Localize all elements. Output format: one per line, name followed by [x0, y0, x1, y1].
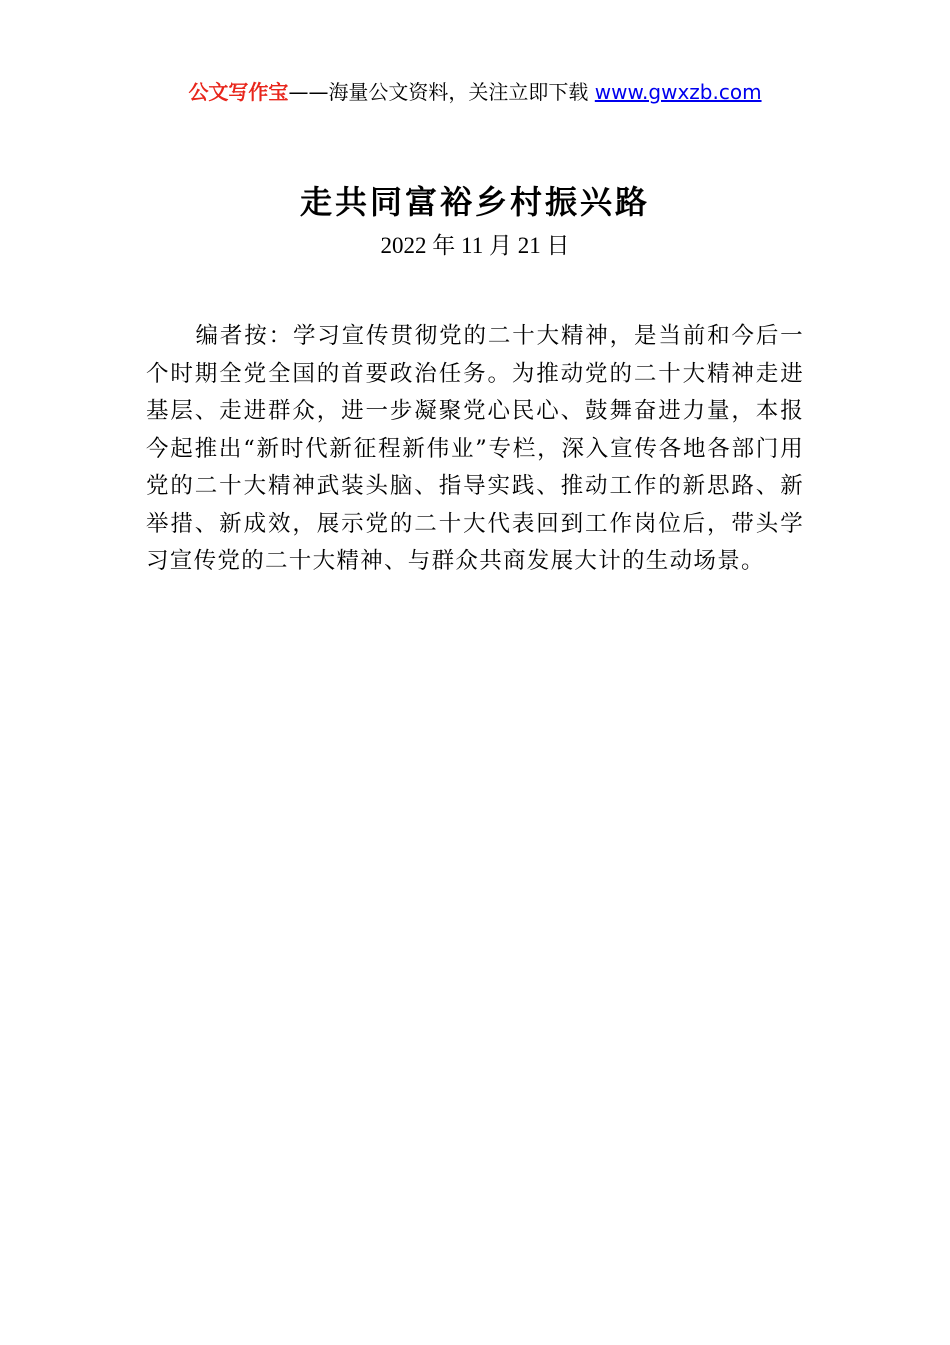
brand-name: 公文写作宝	[188, 80, 289, 104]
editor-note-paragraph: 编者按：学习宣传贯彻党的二十大精神，是当前和今后一个时期全党全国的首要政治任务。为推动党的二十大精神走进基层、走进群众，进一步凝聚党心民心、鼓舞奋进力量，本报今起推出“新时代新征程新伟业”专栏，深入宣传各地各部门用党的二十大精神武装头脑、指导实践、推动工作的新思路、新举措、新成效，展示党的二十大代表回到工作岗位后，带头学习宣传党的二十大精神、与群众共商发展大计的生动场景。	[146, 323, 804, 574]
document-title: 走共同富裕乡村振兴路	[299, 183, 650, 221]
header-banner	[0, 78, 950, 106]
document-date: 2022 年 11 月 21 日	[380, 233, 570, 258]
website-link[interactable]: www.gwxzb.com	[594, 80, 762, 104]
header-tagline: ——海量公文资料，关注立即下载	[288, 80, 595, 104]
